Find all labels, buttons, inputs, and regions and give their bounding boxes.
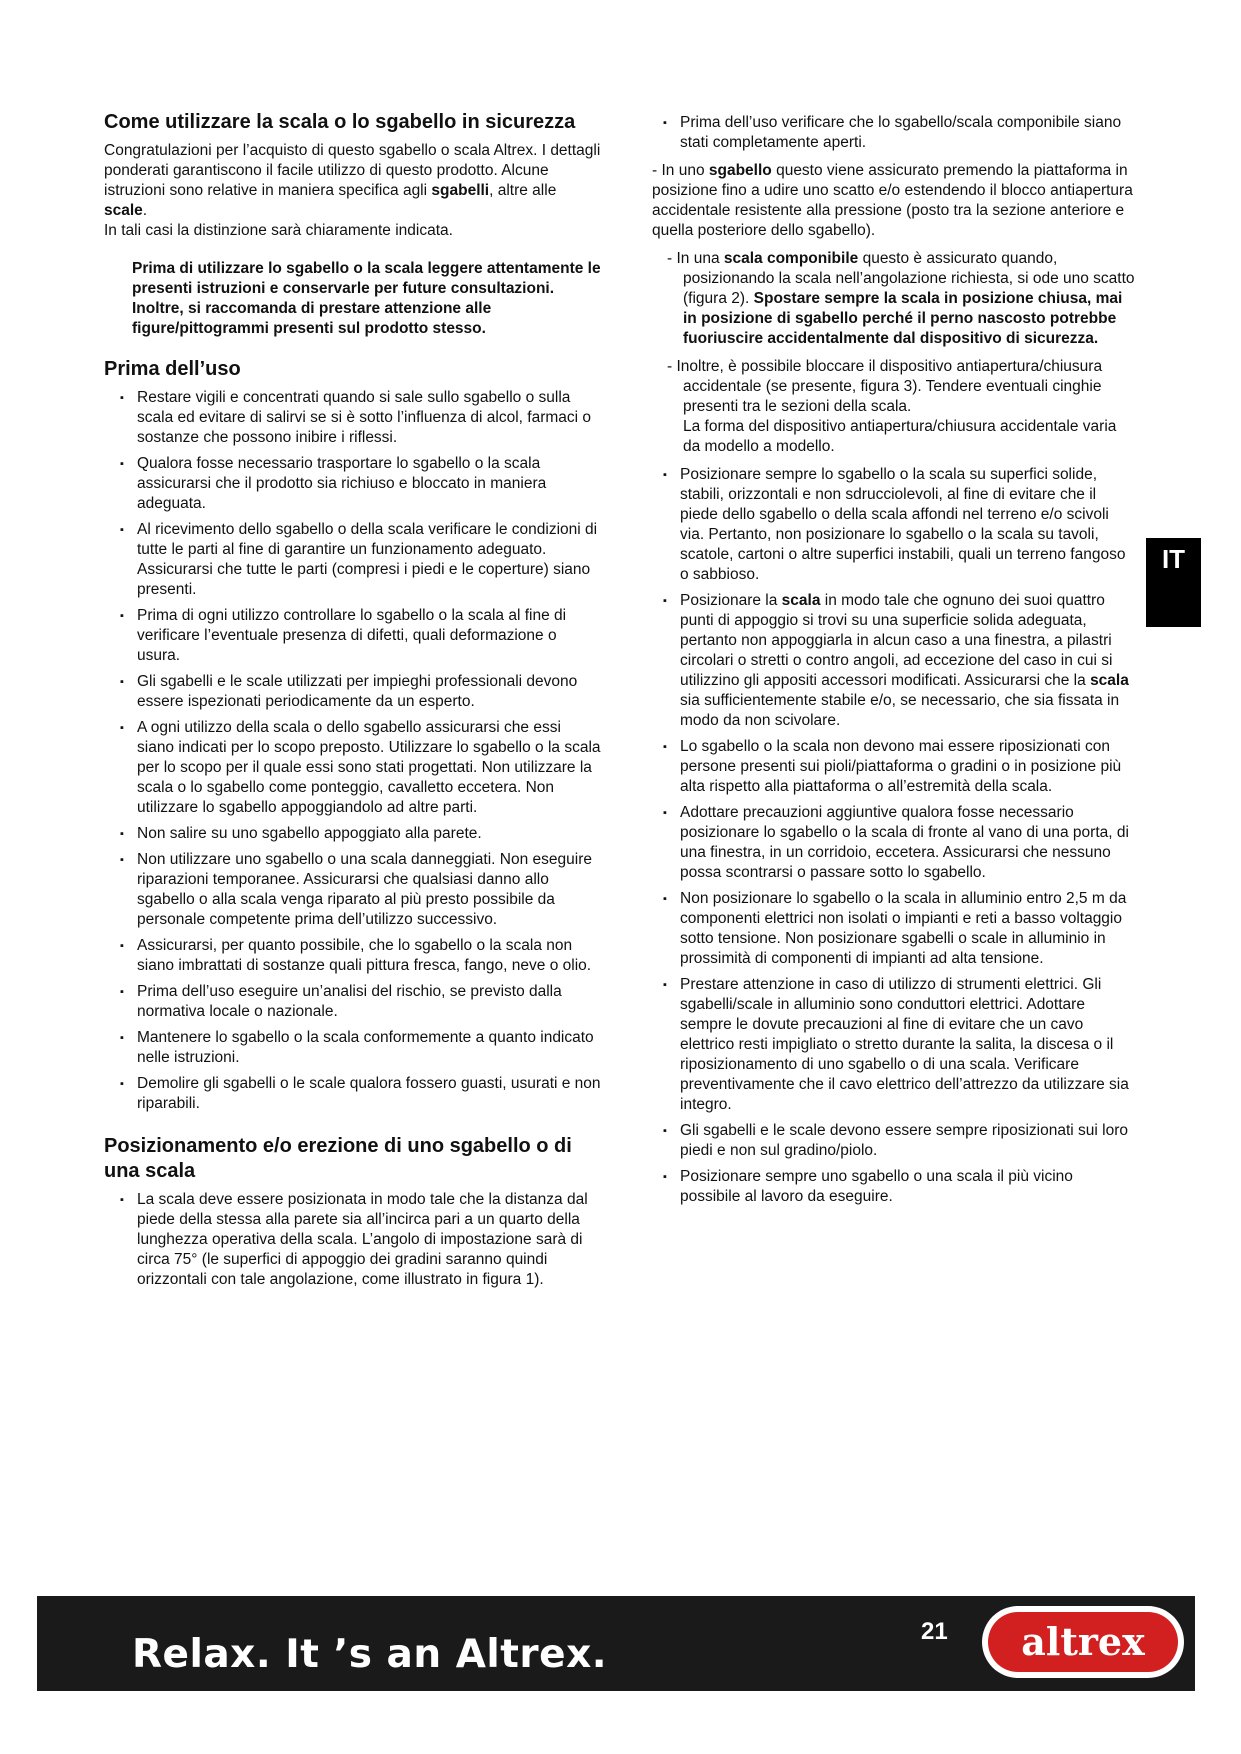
- list-item: ▪ Mantenere lo sgabello o la scala conformemente a quanto indicato nelle istruzioni.: [104, 1028, 602, 1068]
- intro-paragraph: Congratulazioni per l’acquisto di questo sgabello o scala Altrex. I dettagli ponderati garantiscono il facile utilizzo di questo prodotto. Alcune istruzioni sono relative in maniera specifica agli sgabelli, altre alle scale. In tali casi la distinzione sarà chiaramente indicata.: [104, 142, 601, 239]
- list-item: ▪ Prima dell’uso verificare che lo sgabello/scala componibile siano stati completamente aperti.: [647, 113, 1137, 153]
- right-column: [647, 113, 1137, 1227]
- safety-warning: Prima di utilizzare lo sgabello o la scala leggere attentamente le presenti istruzioni e conservarle per future consultazioni. Inoltre, si raccomanda di prestare attenzione alle figure/pittogrammi presenti sul prodotto stesso.: [132, 260, 601, 337]
- list-item: ▪ Qualora fosse necessario trasportare lo sgabello o la scala assicurarsi che il prodotto sia richiuso e bloccato in maniera adeguata.: [104, 454, 602, 514]
- list-item: ▪ Al ricevimento dello sgabello o della scala verificare le condizioni di tutte le parti al fine di garantire un funzionamento adeguato. Assicurarsi che tutte le parti (compresi i piedi e le coperture) siano presenti.: [104, 520, 602, 600]
- positioning-list: [104, 1190, 602, 1290]
- list-item: ▪ Gli sgabelli e le scale utilizzati per impieghi professionali devono essere ispezionati periodicamente da un esperto.: [104, 672, 602, 712]
- page-number: 21: [921, 1618, 948, 1645]
- footer-banner: [37, 1596, 1195, 1691]
- list-item: ▪ A ogni utilizzo della scala o dello sgabello assicurarsi che essi siano indicati per lo scopo preposto. Utilizzare lo sgabello o la scala per lo scopo per il quale essi sono stati progettati. Non utilizzare la scala o lo sgabello come ponteggio, cavalletto eccetera. Non utilizzare lo sgabello appoggiandolo ad altre parti.: [104, 718, 602, 818]
- list-item: ▪ Non salire su uno sgabello appoggiato alla parete.: [104, 824, 602, 844]
- section-heading-before-use: Prima dell’uso: [104, 358, 241, 380]
- list-item: ▪ Demolire gli sgabelli o le scale qualora fossero guasti, usurati e non riparabili.: [104, 1074, 602, 1114]
- list-item: ▪ Assicurarsi, per quanto possibile, che lo sgabello o la scala non siano imbrattati di sostanze quali pittura fresca, fango, neve o olio.: [104, 936, 602, 976]
- list-item: ▪ Restare vigili e concentrati quando si sale sullo sgabello o sulla scala ed evitare di salirvi se si è sotto l’influenza di alcol, farmaci o sostanze che possono inibire i riflessi.: [104, 388, 602, 448]
- list-item: ▪ Prestare attenzione in caso di utilizzo di strumenti elettrici. Gli sgabelli/scale in alluminio sono conduttori elettrici. Adottare sempre le dovute precauzioni al fine di evitare che un cavo elettrico resti impigliato o stretto durante la salita, la discesa o il riposizionamento di uno sgabello o di una scala. Verificare preventivamente che il cavo elettrico dell’attrezzo da utilizzare sia integro.: [647, 975, 1137, 1115]
- list-item: ▪ Posizionare la scala in modo tale che ognuno dei suoi quattro punti di appoggio si trovi su una superficie solida adeguata, pertanto non appoggiarla in alcun caso a una finestra, a pilastri circolari o stretti o contro angoli, ad eccezione del caso in cui si utilizzino gli appositi accessori modificati. Assicurarsi che la scala sia sufficientemente stabile e/o, se necessario, che sia fissata in modo da non scivolare.: [647, 591, 1137, 731]
- section-heading-positioning: Posizionamento e/o erezione di uno sgabello o di una scala: [104, 1135, 572, 1182]
- altrex-logo: [979, 1603, 1187, 1681]
- right-list: [647, 113, 1137, 153]
- right-list-continued: [647, 465, 1137, 1207]
- list-item: ▪ Posizionare sempre lo sgabello o la scala su superfici solide, stabili, orizzontali e non sdrucciolevoli, al fine di evitare che il piede dello sgabello o della scala affondi nel terreno e/o scivoli via. Pertanto, non posizionare lo sgabello o la scala su tavoli, scatole, cartoni o altre superfici instabili, quali un terreno fangoso o sabbioso.: [647, 465, 1137, 585]
- language-tab: IT: [1146, 538, 1201, 627]
- sub-item-stool: - In uno sgabello questo viene assicurato premendo la piattaforma in posizione fino a udire uno scatto e/o estendendo il blocco antiapertura accidentale resistente alla pressione (posto tra la sezione anteriore e quella posteriore dello sgabello).: [652, 162, 1133, 239]
- before-use-list: [104, 388, 602, 1114]
- list-item: ▪ La scala deve essere posizionata in modo tale che la distanza dal piede della stessa alla parete sia all’incirca pari a un quarto della lunghezza operativa della scala. L’angolo di impostazione sarà di circa 75° (le superfici di appoggio dei gradini saranno quindi orizzontali con tale angolazione, come illustrato in figura 1).: [104, 1190, 602, 1290]
- list-item: ▪ Lo sgabello o la scala non devono mai essere riposizionati con persone presenti sui pioli/piattaforma o gradini o in posizione più alta rispetto alla piattaforma o all’estremità della scala.: [647, 737, 1137, 797]
- list-item: ▪ Prima dell’uso eseguire un’analisi del rischio, se previsto dalla normativa locale o nazionale.: [104, 982, 602, 1022]
- list-item: ▪ Non posizionare lo sgabello o la scala in alluminio entro 2,5 m da componenti elettrici non isolati o impianti e reti a basso voltaggio sotto tensione. Non posizionare sgabelli o scale in alluminio in prossimità di componenti di impianti ad alta tensione.: [647, 889, 1137, 969]
- logo-text: altrex: [1021, 1619, 1145, 1664]
- list-item: ▪ Posizionare sempre uno sgabello o una scala il più vicino possibile al lavoro da eseguire.: [647, 1167, 1137, 1207]
- list-item: ▪ Adottare precauzioni aggiuntive qualora fosse necessario posizionare lo sgabello o la scala di fronte al vano di una porta, di una finestra, in un corridoio, eccetera. Assicurarsi che nessuno possa scontrarsi o passare sotto lo sgabello.: [647, 803, 1137, 883]
- main-heading: Come utilizzare la scala o lo sgabello in sicurezza: [104, 111, 576, 133]
- list-item: ▪ Non utilizzare uno sgabello o una scala danneggiati. Non eseguire riparazioni temporanee. Assicurarsi che qualsiasi danno allo sgabello o alla scala venga riparato al più presto possibile da personale competente prima dell’utilizzo successivo.: [104, 850, 602, 930]
- list-item: ▪ Gli sgabelli e le scale devono essere sempre riposizionati sui loro piedi e non sul gradino/piolo.: [647, 1121, 1137, 1161]
- list-item: ▪ Prima di ogni utilizzo controllare lo sgabello o la scala al fine di verificare l’eventuale presenza di difetti, quali deformazione o usura.: [104, 606, 602, 666]
- sub-item-locking-device: - Inoltre, è possibile bloccare il dispositivo antiapertura/chiusura accidentale (se presente, figura 3). Tendere eventuali cinghie presenti tra le sezioni della scala. La forma del dispositivo antiapertura/chiusura accidentale varia da modello a modello.: [667, 358, 1117, 455]
- sub-item-combination-ladder: - In una scala componibile questo è assicurato quando, posizionando la scala nell’angolazione richiesta, si ode uno scatto (figura 2). Spostare sempre la scala in posizione chiusa, mai in posizione di sgabello perché il perno nascosto potrebbe fuoriuscire accidentalmente dal dispositivo di sicurezza.: [667, 250, 1135, 347]
- footer-slogan: Relax. It ’s an Altrex.: [132, 1632, 608, 1677]
- left-column: [104, 110, 602, 1310]
